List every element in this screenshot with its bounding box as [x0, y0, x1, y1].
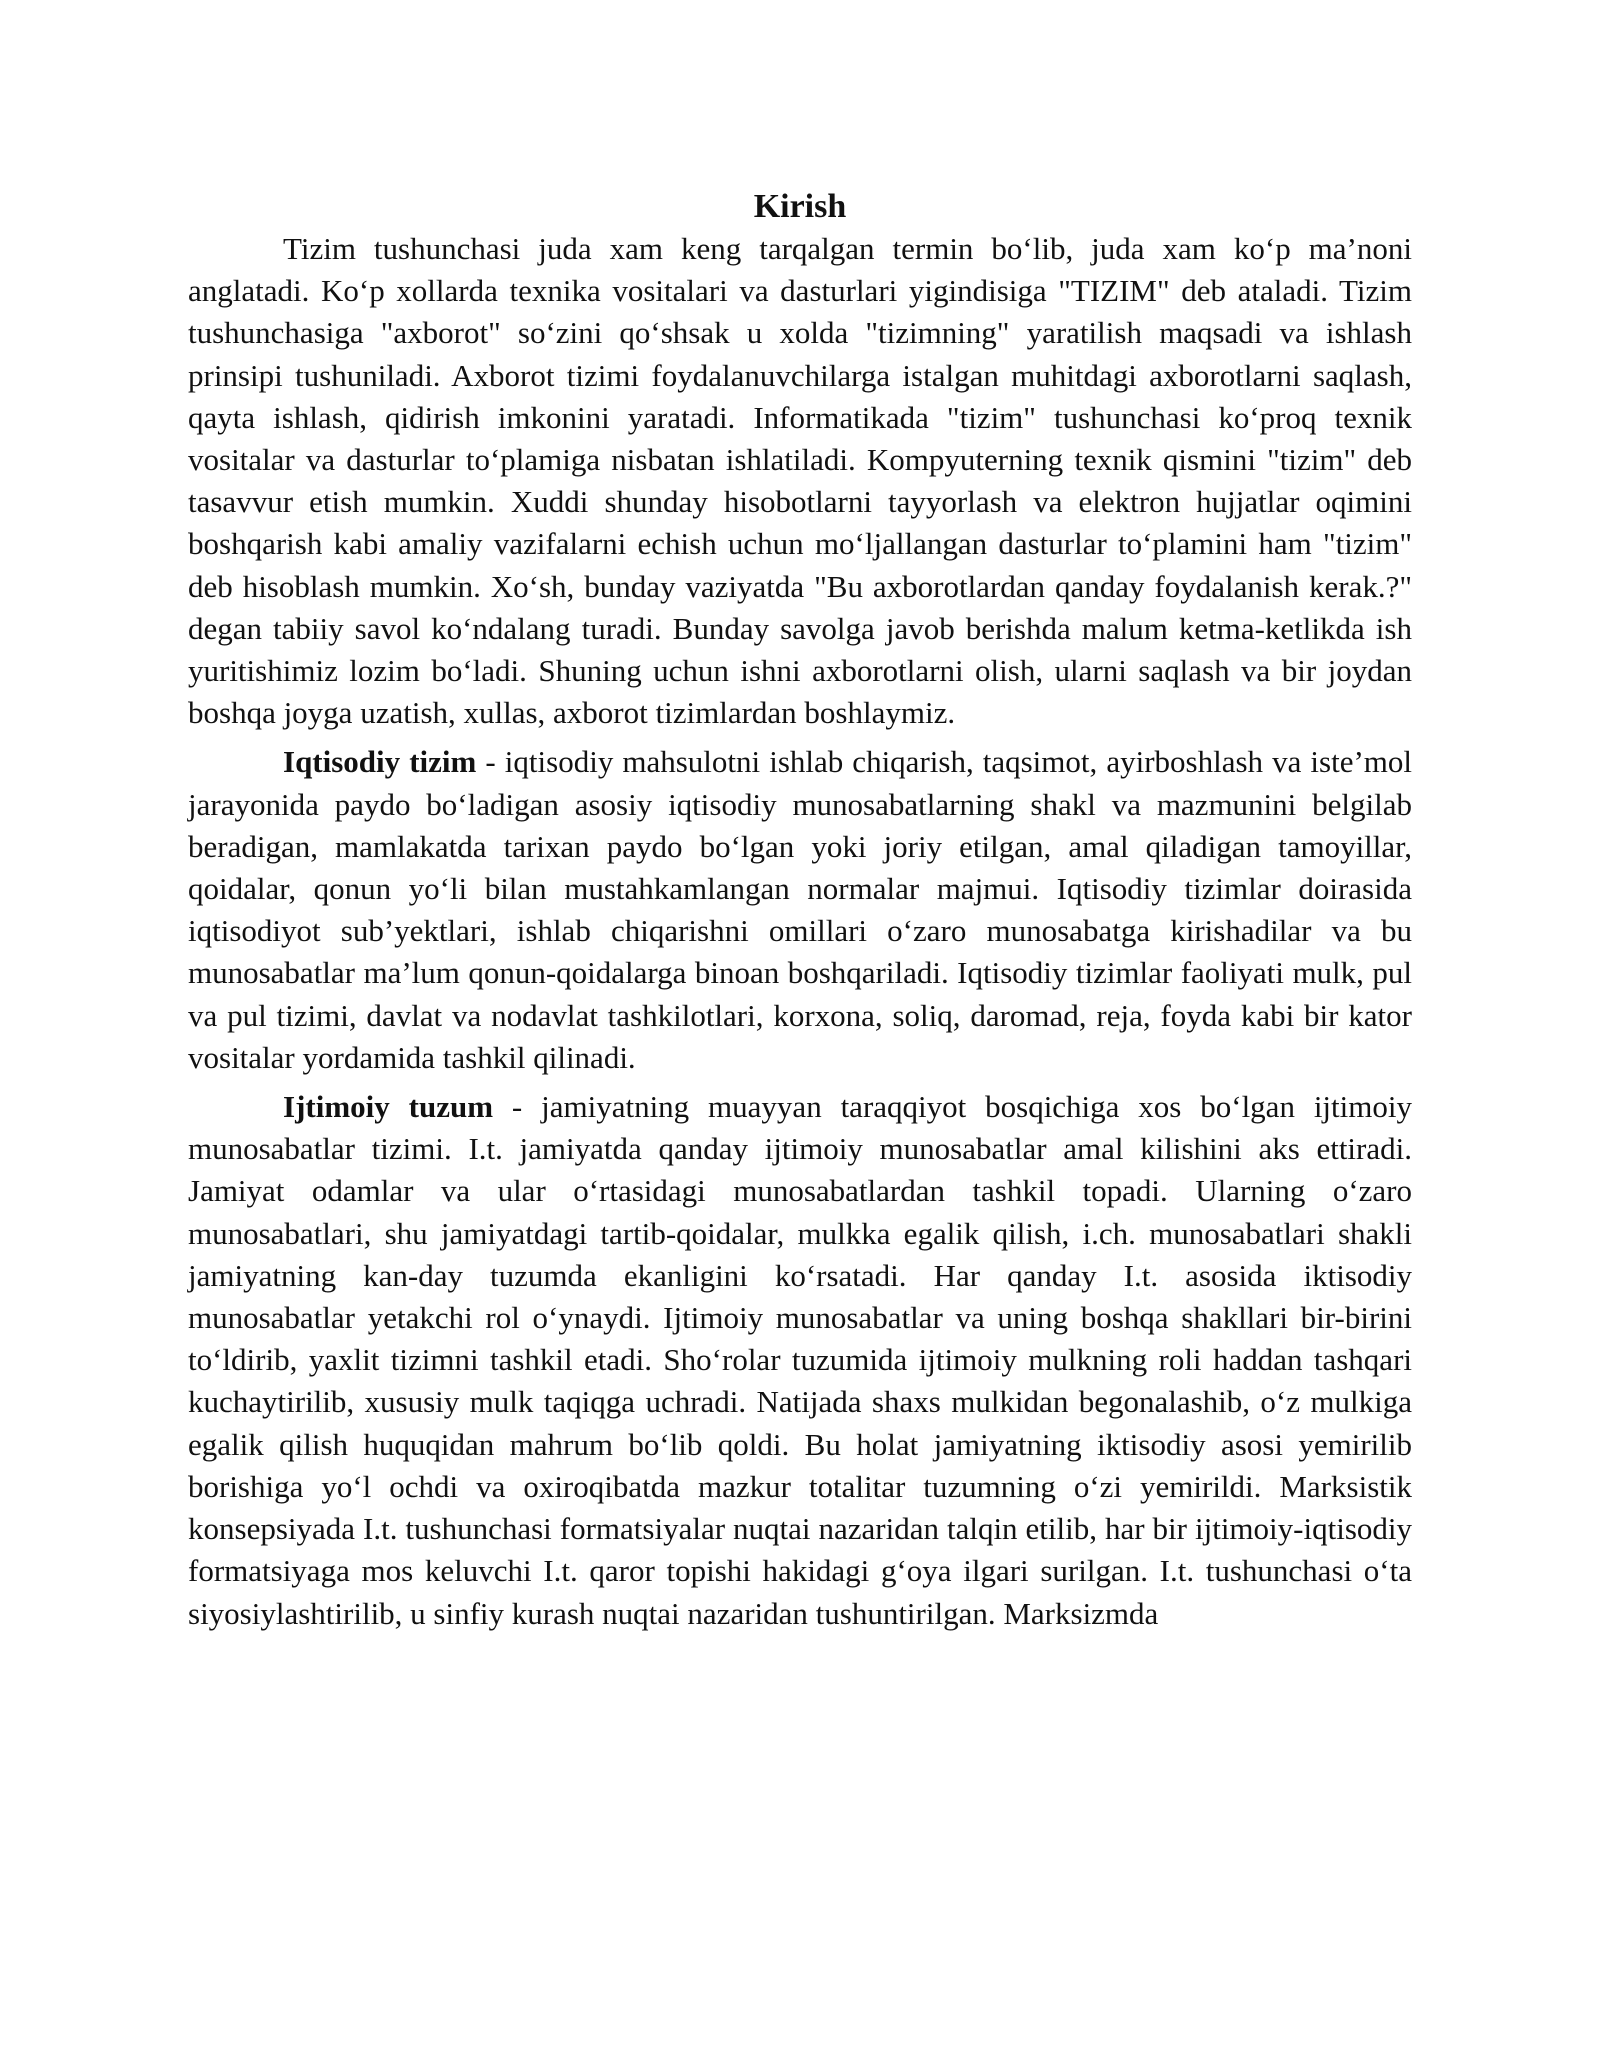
paragraph-iqtisodiy-tizim [188, 741, 1412, 1079]
paragraph-ijtimoiy-tuzum [188, 1086, 1412, 1635]
term-iqtisodiy-tizim: Iqtisodiy tizim [283, 744, 477, 780]
term-ijtimoiy-tuzum: Ijtimoiy tuzum [283, 1089, 494, 1125]
paragraph-intro [188, 228, 1412, 734]
document-page [188, 186, 1412, 1642]
paragraph-ijtimoiy-tuzum-text: - jamiyatning muayyan taraqqiyot bosqichiga xos bo‘lgan ijtimoiy munosabatlar tizimi. I.t. jamiyatda qanday ijtimoiy munosabatlar amal kilishini aks ettiradi. Jamiyat odamlar va ular o‘rtasidagi munosabatlardan tashkil topadi. Ularning o‘zaro munosabatlari, shu jamiyatdagi tartib-qoidalar, mulkka egalik qilish, i.ch. munosabatlari shakli jamiyatning kan-day tuzumda ekanligini ko‘rsatadi. Har qanday I.t. asosida iktisodiy munosabatlar yetakchi rol o‘ynaydi. Ijtimoiy munosabatlar va uning boshqa shakllari bir-birini to‘ldirib, yaxlit tizimni tashkil etadi. Sho‘rolar tuzumida ijtimoiy mulkning roli haddan tashqari kuchaytirilib, xususiy mulk taqiqga uchradi. Natijada shaxs mulkidan begonalashib, o‘z mulkiga egalik qilish huquqidan mahrum bo‘lib qoldi. Bu holat jamiyatning iktisodiy asosi yemirilib borishiga yo‘l ochdi va oxiroqibatda mazkur totalitar tuzumning o‘zi yemirildi. Marksistik konsepsiyada I.t. tushunchasi formatsiyalar nuqtai nazaridan talqin etilib, har bir ijtimoiy-iqtisodiy formatsiyaga mos keluvchi I.t. qaror topishi hakidagi g‘oya ilgari surilgan. I.t. tushunchasi o‘ta siyosiylashtirilib, u sinfiy kurash nuqtai nazaridan tushuntirilgan. Marksizmda [188, 1089, 1412, 1631]
paragraph-iqtisodiy-tizim-text: - iqtisodiy mahsulotni ishlab chiqarish, taqsimot, ayirboshlash va iste’mol jarayonida paydo bo‘ladigan asosiy iqtisodiy munosabatlarning shakl va mazmunini belgilab beradigan, mamlakatda tarixan paydo bo‘lgan yoki joriy etilgan, amal qiladigan tamoyillar, qoidalar, qonun yo‘li bilan mustahkamlangan normalar majmui. Iqtisodiy tizimlar doirasida iqtisodiyot sub’yektlari, ishlab chiqarishni omillari o‘zaro munosabatga kirishadilar va bu munosabatlar ma’lum qonun-qoidalarga binoan boshqariladi. Iqtisodiy tizimlar faoliyati mulk, pul va pul tizimi, davlat va nodavlat tashkilotlari, korxona, soliq, daromad, reja, foyda kabi bir kator vositalar yordamida tashkil qilinadi. [188, 744, 1412, 1075]
document-title: Kirish [753, 188, 847, 225]
paragraph-intro-text: Tizim tushunchasi juda xam keng tarqalgan termin bo‘lib, juda xam ko‘p ma’noni anglatadi. Ko‘p xollarda texnika vositalari va dasturlari yigindisiga "TIZIM" deb ataladi. Tizim tushunchasiga "axborot" so‘zini qo‘shsak u xolda "tizimning" yaratilish maqsadi va ishlash prinsipi tushuniladi. Axborot tizimi foydalanuvchilarga istalgan muhitdagi axborotlarni saqlash, qayta ishlash, qidirish imkonini yaratadi. Informatikada "tizim" tushunchasi ko‘proq texnik vositalar va dasturlar to‘plamiga nisbatan ishlatiladi. Kompyuterning texnik qismini "tizim" deb tasavvur etish mumkin. Xuddi shunday hisobotlarni tayyorlash va elektron hujjatlar oqimini boshqarish kabi amaliy vazifalarni echish uchun mo‘ljallangan dasturlar to‘plamini ham "tizim" deb hisoblash mumkin. Xo‘sh, bunday vaziyatda "Bu axborotlardan qanday foydalanish kerak.?" degan tabiiy savol ko‘ndalang turadi. Bunday savolga javob berishda malum ketma-ketlikda ish yuritishimiz lozim bo‘ladi. Shuning uchun ishni axborotlarni olish, ularni saqlash va bir joydan boshqa joyga uzatish, xullas, axborot tizimlardan boshlaymiz. [188, 231, 1412, 731]
